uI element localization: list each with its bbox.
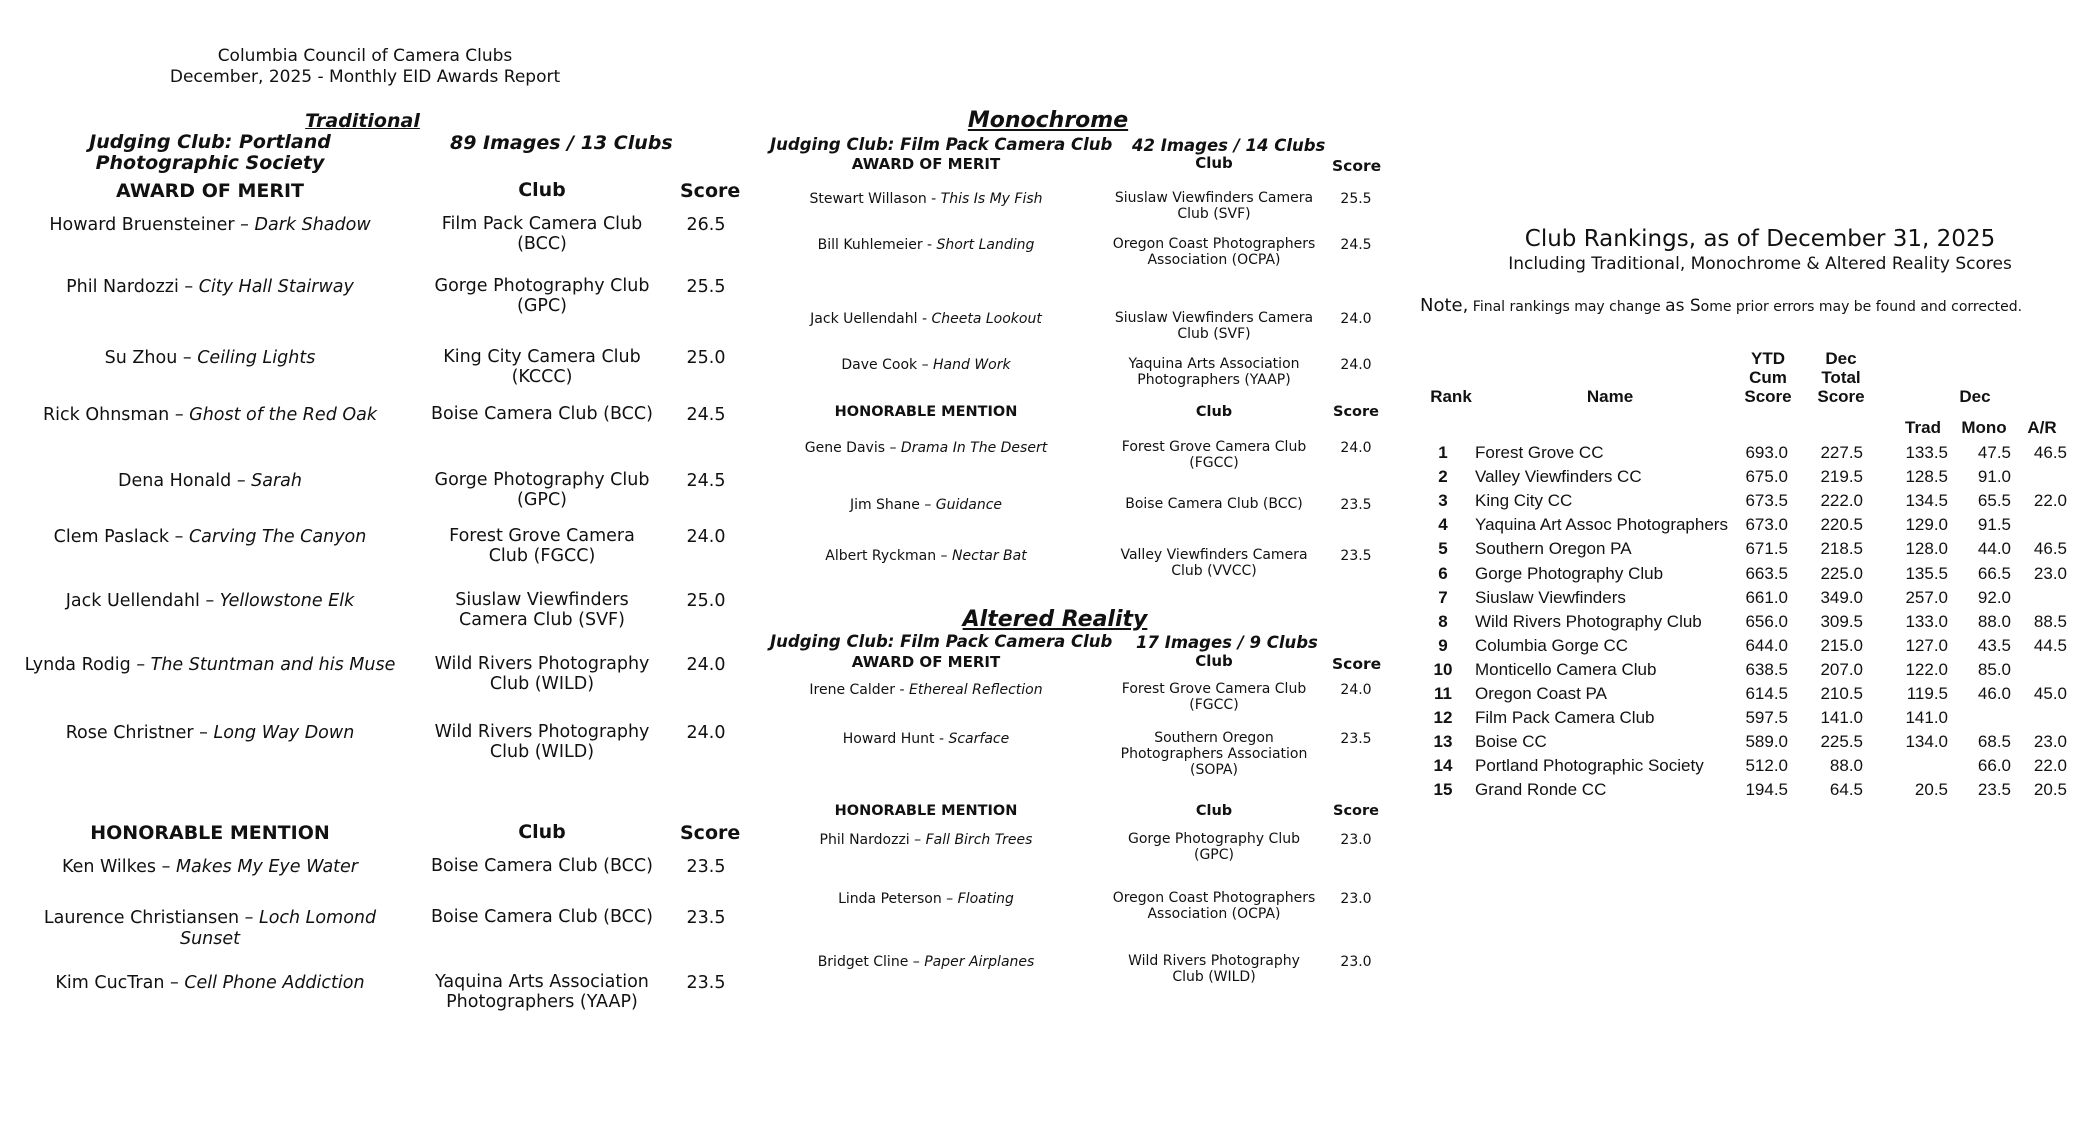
image-title: Sarah [251,471,302,491]
photographer-name: Bill Kuhlemeier - [817,237,937,253]
club-name-cell: King City CC [1475,491,1573,511]
image-title: Ghost of the Red Oak [189,405,377,425]
dec-total-cell: 349.0 [1820,587,1863,607]
club-name: Forest Grove Camera Club (FGCC) [1121,681,1307,713]
ytd-score-cell: 663.5 [1745,563,1788,583]
club-name: Wild Rivers Photography Club (WILD) [434,654,650,694]
entrant [770,440,1082,456]
award-of-merit-header: AWARD OF MERIT [851,653,1001,671]
ytd-score-cell: 638.5 [1745,659,1788,679]
rank-cell: 9 [1438,635,1448,655]
judging-club: Judging Club: Film Pack Camera Club [770,632,1113,651]
trad-score-cell: 257.0 [1905,587,1948,607]
entrant [0,405,420,425]
column-header-mono: Mono [1961,418,2007,437]
ar-score-cell: 22.0 [2033,491,2067,511]
club-name: Siuslaw Viewfinders Camera Club (SVF) [1114,190,1314,222]
club-name: Wild Rivers Photography Club (WILD) [1128,953,1300,985]
image-count: 89 Images / 13 Clubs [450,132,673,154]
entrant [0,348,420,368]
image-title: City Hall Stairway [198,277,354,297]
score-value: 25.0 [686,591,726,611]
image-title: Paper Airplanes [924,954,1035,970]
award-of-merit-header: AWARD OF MERIT [116,180,304,202]
photographer-name: Albert Ryckman – [825,548,952,564]
club-name: Southern Oregon Photographers Association (SOPA) [1120,730,1308,778]
dec-total-cell: 207.0 [1820,659,1863,679]
score-value: 26.5 [686,215,726,235]
entrant [0,277,420,297]
rank-cell: 14 [1433,756,1453,776]
rank-cell: 3 [1438,491,1448,511]
mono-score-cell: 92.0 [1977,587,2011,607]
rank-cell: 15 [1433,780,1453,800]
image-title: Guidance [935,497,1003,513]
trad-score-cell: 20.5 [1914,780,1948,800]
ytd-score-cell: 675.0 [1745,467,1788,487]
entrant [770,682,1082,698]
ar-score-cell: 23.0 [2033,732,2067,752]
photographer-name: Gene Davis – [804,440,901,456]
club-name-cell: Grand Ronde CC [1475,780,1607,800]
entrant [770,891,1082,907]
entrant [770,731,1082,747]
club-name: Boise Camera Club (BCC) [431,907,653,927]
club-name-cell: Siuslaw Viewfinders [1475,587,1626,607]
image-title: Cheeta Lookout [931,311,1042,327]
score-value: 24.5 [1340,237,1372,253]
mono-score-cell: 65.5 [1977,491,2011,511]
mono-score-cell: 66.5 [1977,563,2011,583]
entrant [770,832,1082,848]
rankings-subtitle: Including Traditional, Monochrome & Altered Reality Scores [1508,254,2012,274]
photographer-name: Phil Nardozzi – [66,277,199,297]
dec-total-cell: 225.0 [1820,563,1863,583]
ytd-score-cell: 656.0 [1745,611,1788,631]
note-text-rest: ome prior errors may be found and corrected. [1700,299,2023,315]
club-name-cell: Columbia Gorge CC [1475,635,1629,655]
mono-score-cell: 66.0 [1977,756,2011,776]
dec-total-cell: 309.5 [1820,611,1863,631]
score-value: 23.5 [686,973,726,993]
dec-total-cell: 64.5 [1829,780,1863,800]
score-header: Score [1333,803,1379,819]
entrant [770,357,1082,373]
dec-total-cell: 88.0 [1829,756,1863,776]
score-header: Score [1332,157,1382,175]
score-value: 25.5 [1340,191,1372,207]
honorable-mention-header: HONORABLE MENTION [90,822,330,844]
photographer-name: Jack Uellendahl - [810,311,932,327]
club-header: Club [1195,803,1233,819]
ytd-score-cell: 693.0 [1745,443,1788,462]
score-value: 24.0 [686,527,726,547]
entrant [0,857,420,877]
report-title: December, 2025 - Monthly EID Awards Report [169,67,561,87]
club-name: Siuslaw Viewfinders Camera Club (SVF) [455,590,629,630]
club-name-cell: Forest Grove CC [1475,443,1604,462]
score-value: 23.5 [686,908,726,928]
ytd-score-cell: 644.0 [1745,635,1788,655]
entrant [0,973,420,993]
score-value: 24.0 [686,723,726,743]
trad-score-cell: 129.0 [1905,515,1948,535]
image-count: 42 Images / 14 Clubs [1132,136,1326,155]
club-name: Gorge Photography Club (GPC) [1128,831,1300,863]
mono-score-cell: 88.0 [1977,611,2011,631]
image-title: Floating [957,891,1014,907]
score-value: 24.0 [1340,682,1372,698]
photographer-name: Ken Wilkes – [61,857,176,877]
club-header: Club [518,821,566,843]
section-title-monochrome: Monochrome [967,108,1129,133]
mono-score-cell: 85.0 [1977,659,2011,679]
judging-club: Judging Club: Film Pack Camera Club [770,135,1113,154]
rank-cell: 13 [1433,732,1453,752]
trad-score-cell: 135.5 [1905,563,1948,583]
image-title: Dark Shadow [254,215,371,235]
club-name-cell: Southern Oregon PA [1475,539,1632,559]
ytd-score-cell: 671.5 [1745,539,1788,559]
club-name-cell: Wild Rivers Photography Club [1475,611,1702,631]
club-name: King City Camera Club (KCCC) [443,347,641,387]
entrant [0,471,420,491]
trad-score-cell: 133.5 [1905,443,1948,462]
club-name-cell: Yaquina Art Assoc Photographers [1475,515,1728,535]
note-text-s: S [1684,296,1701,316]
club-name-cell: Gorge Photography Club [1475,563,1664,583]
club-name-cell: Monticello Camera Club [1475,659,1657,679]
entrant [770,311,1082,327]
entrant [0,215,420,235]
score-value: 24.0 [1340,357,1372,373]
mono-score-cell: 68.5 [1977,732,2011,752]
score-value: 24.0 [1340,311,1372,327]
score-header: Score [680,822,741,844]
club-name: Valley Viewfinders Camera Club (VVCC) [1120,547,1308,579]
club-name: Forest Grove Camera Club (FGCC) [449,526,635,566]
club-name: Boise Camera Club (BCC) [431,404,653,424]
image-title: Ceiling Lights [197,348,316,368]
dec-total-cell: 227.5 [1820,443,1863,462]
image-count: 17 Images / 9 Clubs [1136,633,1318,652]
image-title: Nectar Bat [951,548,1027,564]
image-title: Loch Lomond Sunset [179,908,377,949]
entrant [770,191,1082,207]
photographer-name: Kim CucTran – [55,973,185,993]
trad-score-cell: 128.5 [1905,467,1948,487]
ar-score-cell: 44.5 [2033,635,2067,655]
club-name: Wild Rivers Photography Club (WILD) [434,722,650,762]
club-name-cell: Film Pack Camera Club [1475,708,1655,728]
ytd-score-cell: 673.5 [1745,491,1788,511]
rank-cell: 8 [1438,611,1448,631]
organization-title: Columbia Council of Camera Clubs [217,46,513,66]
image-title: This Is My Fish [940,191,1043,207]
entrant [770,954,1082,970]
photographer-name: Laurence Christiansen – [43,908,259,928]
club-name: Forest Grove Camera Club (FGCC) [1121,439,1307,471]
dec-total-cell: 218.5 [1820,539,1863,559]
score-value: 23.0 [1340,832,1372,848]
entrant [0,591,420,611]
image-title: Fall Birch Trees [925,832,1033,848]
score-value: 24.0 [1340,440,1372,456]
image-title: The Stuntman and his Muse [150,655,396,675]
mono-score-cell: 47.5 [1977,443,2011,462]
score-value: 25.0 [686,348,726,368]
award-of-merit-header: AWARD OF MERIT [851,155,1001,173]
image-title: Scarface [948,731,1010,747]
photographer-name: Howard Hunt - [842,731,949,747]
column-header-dec: Dec [1959,387,1991,406]
dec-total-cell: 210.5 [1820,684,1863,703]
score-value: 23.5 [686,857,726,877]
photographer-name: Jack Uellendahl – [65,591,220,611]
photographer-name: Rick Ohnsman – [43,405,190,425]
dec-total-cell: 222.0 [1820,491,1863,511]
note-text-a: Final rankings may change [1468,299,1666,315]
column-header-ytd-cum-score: YTD Cum Score [1744,349,1792,407]
column-header-dec-total-score: Dec Total Score [1817,349,1865,407]
image-title: Makes My Eye Water [175,857,358,877]
ytd-score-cell: 512.0 [1745,756,1788,776]
club-name: Oregon Coast Photographers Association (OCPA) [1112,236,1316,268]
score-value: 23.0 [1340,891,1372,907]
photographer-name: Rose Christner – [65,723,214,743]
dec-total-cell: 219.5 [1820,467,1863,487]
section-title-traditional: Traditional [305,110,420,132]
score-header: Score [1332,655,1382,673]
image-title: Cell Phone Addiction [184,973,365,993]
mono-score-cell: 91.0 [1977,467,2011,487]
trad-score-cell: 134.0 [1905,732,1948,752]
image-title: Yellowstone Elk [219,591,355,611]
ar-score-cell: 46.5 [2033,443,2067,462]
mono-score-cell: 23.5 [1977,780,2011,800]
club-name: Boise Camera Club (BCC) [1125,496,1303,512]
judging-club: Judging Club: Portland Photographic Society [89,131,331,174]
score-header: Score [680,180,741,202]
honorable-mention-header: HONORABLE MENTION [834,404,1018,420]
club-header: Club [1195,404,1233,420]
image-title: Hand Work [933,357,1011,373]
ytd-score-cell: 673.0 [1745,515,1788,535]
column-header-rank: Rank [1430,387,1472,406]
score-value: 25.5 [686,277,726,297]
honorable-mention-header: HONORABLE MENTION [834,803,1018,819]
rank-cell: 7 [1438,587,1448,607]
entrant [770,497,1082,513]
entrant [770,237,1082,253]
ar-score-cell: 46.5 [2033,539,2067,559]
ar-score-cell: 23.0 [2033,563,2067,583]
photographer-name: Su Zhou – [104,348,198,368]
ytd-score-cell: 661.0 [1745,587,1788,607]
ytd-score-cell: 597.5 [1745,708,1788,728]
photographer-name: Bridget Cline – [817,954,925,970]
image-title: Carving The Canyon [188,527,367,547]
ar-score-cell: 22.0 [2033,756,2067,776]
club-header: Club [1195,652,1233,670]
rank-cell: 5 [1438,539,1448,559]
mono-score-cell: 44.0 [1977,539,2011,559]
club-name-cell: Oregon Coast PA [1475,684,1607,703]
photographer-name: Linda Peterson – [838,891,958,907]
score-value: 24.5 [686,405,726,425]
club-name: Yaquina Arts Association Photographers (YAAP) [435,972,649,1012]
club-name: Gorge Photography Club (GPC) [434,276,650,316]
image-title: Ethereal Reflection [908,682,1043,698]
rank-cell: 10 [1433,659,1453,679]
entrant [0,527,420,547]
ar-score-cell: 45.0 [2033,684,2067,703]
trad-score-cell: 119.5 [1906,684,1948,703]
ytd-score-cell: 589.0 [1745,732,1788,752]
club-name-cell: Boise CC [1475,732,1547,752]
rank-cell: 11 [1434,684,1452,703]
entrant [0,655,420,675]
club-name-cell: Portland Photographic Society [1475,756,1704,776]
photographer-name: Stewart Willason - [809,191,941,207]
entrant [770,548,1082,564]
trad-score-cell: 134.5 [1905,491,1948,511]
mono-score-cell: 46.0 [1977,684,2011,703]
rank-cell: 4 [1438,515,1448,535]
ar-score-cell: 88.5 [2033,611,2067,631]
image-title: Short Landing [936,237,1035,253]
score-value: 23.5 [1340,497,1372,513]
score-value: 24.0 [686,655,726,675]
photographer-name: Howard Bruensteiner – [49,215,255,235]
rank-cell: 12 [1433,708,1453,728]
club-name: Gorge Photography Club (GPC) [434,470,650,510]
dec-total-cell: 215.0 [1820,635,1863,655]
score-value: 23.5 [1340,548,1372,564]
club-header: Club [518,179,566,201]
ar-score-cell: 20.5 [2033,780,2067,800]
entrant [0,723,420,743]
score-value: 23.5 [1340,731,1372,747]
rank-cell: 2 [1438,467,1448,487]
club-name: Yaquina Arts Association Photographers (YAAP) [1128,356,1300,388]
photographer-name: Dave Cook – [841,357,934,373]
rankings-note [1420,295,2022,316]
photographer-name: Lynda Rodig – [24,655,151,675]
column-header-trad: Trad [1905,418,1941,437]
section-title-altered-reality: Altered Reality [962,607,1148,632]
image-title: Drama In The Desert [900,440,1048,456]
column-header-ar: A/R [2027,418,2057,437]
note-lead: Note, [1420,295,1469,316]
rank-cell: 6 [1438,563,1448,583]
photographer-name: Clem Paslack – [53,527,189,547]
club-name: Siuslaw Viewfinders Camera Club (SVF) [1114,310,1314,342]
club-header: Club [1195,154,1233,172]
trad-score-cell: 128.0 [1905,539,1948,559]
dec-total-cell: 225.5 [1820,732,1863,752]
image-title: Long Way Down [213,723,355,743]
score-header: Score [1333,404,1379,420]
club-name: Boise Camera Club (BCC) [431,856,653,876]
photographer-name: Dena Honald – [118,471,252,491]
note-text-as: as [1665,296,1685,316]
trad-score-cell: 122.0 [1905,659,1948,679]
mono-score-cell: 91.5 [1977,515,2011,535]
trad-score-cell: 127.0 [1905,635,1948,655]
photographer-name: Irene Calder - [809,682,909,698]
mono-score-cell: 43.5 [1977,635,2011,655]
ytd-score-cell: 614.5 [1745,684,1788,703]
rank-cell: 1 [1438,443,1448,462]
club-name-cell: Valley Viewfinders CC [1475,467,1642,487]
trad-score-cell: 141.0 [1905,708,1948,728]
dec-total-cell: 220.5 [1820,515,1863,535]
score-value: 24.5 [686,471,726,491]
club-name: Oregon Coast Photographers Association (OCPA) [1112,890,1316,922]
entrant [30,908,390,950]
photographer-name: Jim Shane – [849,497,936,513]
photographer-name: Phil Nardozzi – [819,832,926,848]
trad-score-cell: 133.0 [1905,611,1948,631]
ytd-score-cell: 194.5 [1745,780,1788,800]
dec-total-cell: 141.0 [1820,708,1863,728]
score-value: 23.0 [1340,954,1372,970]
column-header-name: Name [1586,387,1634,406]
club-name: Film Pack Camera Club (BCC) [441,214,643,254]
rankings-title: Club Rankings, as of December 31, 2025 [1524,226,1996,252]
